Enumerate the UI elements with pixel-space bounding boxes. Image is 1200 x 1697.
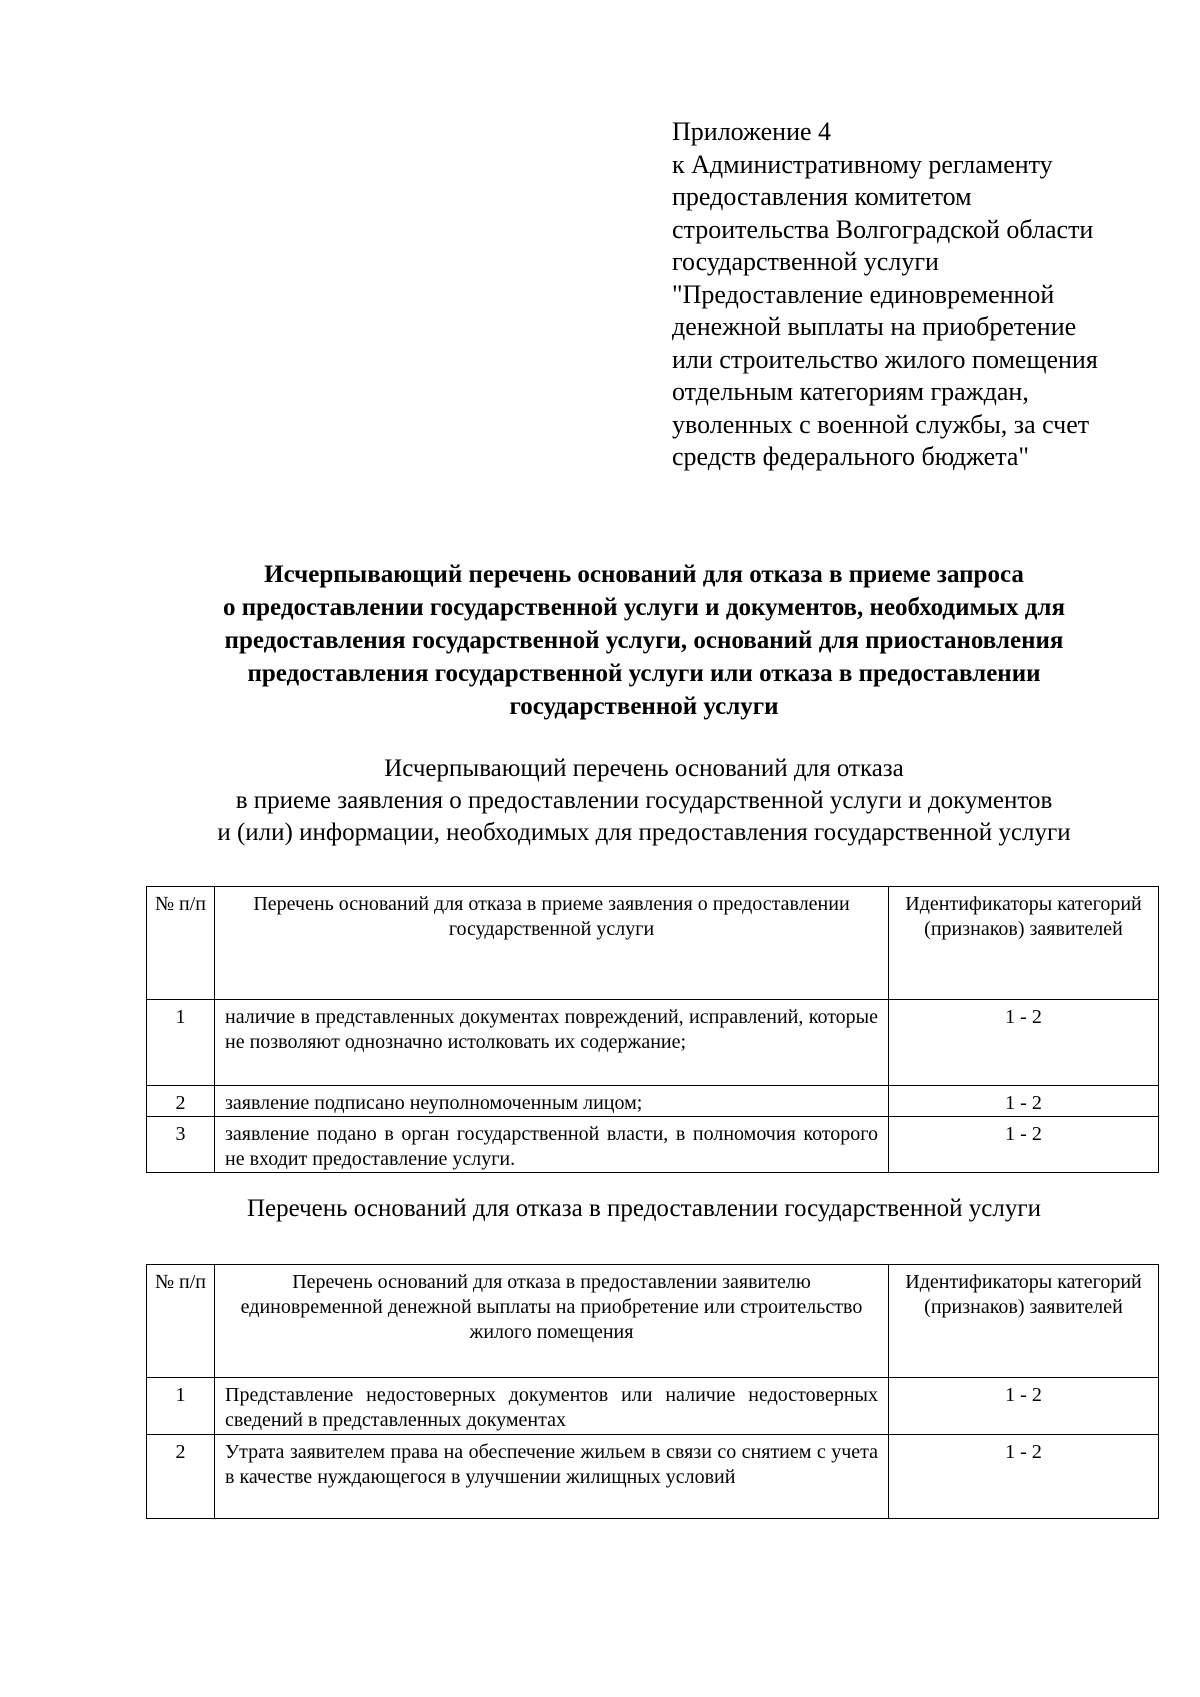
table-row	[147, 1086, 1159, 1117]
row-num: 3	[147, 1117, 215, 1173]
table-row	[147, 1117, 1159, 1173]
table-header-row	[147, 1265, 1159, 1378]
subtitle-line: и (или) информации, необходимых для предоставления государственной услуги	[217, 819, 1071, 846]
header-num: № п/п	[147, 1265, 215, 1378]
title-line: Исчерпывающий перечень оснований для отказа в приеме запроса	[264, 561, 1024, 588]
row-ids: 1 - 2	[889, 1117, 1159, 1173]
row-reason: заявление подано в орган государственной власти, в полномочия которого не входит предоставление услуги.	[215, 1117, 889, 1173]
appendix-line: или строительство жилого помещения	[672, 344, 1098, 374]
appendix-line: к Административному регламенту	[672, 149, 1053, 179]
row-num: 2	[147, 1086, 215, 1117]
title-line: о предоставлении государственной услуги и документов, необходимых для	[223, 594, 1065, 621]
section1-title	[120, 753, 1168, 849]
title-line: предоставления государственной услуги или отказа в предоставлении	[247, 660, 1041, 687]
refusal-acceptance-table	[146, 886, 1159, 1173]
row-reason: Представление недостоверных документов или наличие недостоверных сведений в представленных документах	[215, 1378, 889, 1435]
row-reason: Утрата заявителем права на обеспечение жильем в связи со снятием с учета в качестве нуждающегося в улучшении жилищных условий	[215, 1435, 889, 1519]
subtitle-line: Исчерпывающий перечень оснований для отказа	[384, 755, 904, 782]
appendix-line: строительства Волгоградской области	[672, 214, 1094, 244]
appendix-line: уволенных с военной службы, за счет	[672, 409, 1090, 439]
table-header-row	[147, 887, 1159, 1000]
appendix-line: "Предоставление единовременной	[672, 279, 1055, 309]
row-num: 2	[147, 1435, 215, 1519]
row-num: 1	[147, 1000, 215, 1086]
table-row	[147, 1378, 1159, 1435]
table-row	[147, 1435, 1159, 1519]
title-line: государственной услуги	[509, 693, 779, 720]
header-num: № п/п	[147, 887, 215, 1000]
section2-title: Перечень оснований для отказа в предоставлении государственной услуги	[246, 1195, 1042, 1222]
header-reason: Перечень оснований для отказа в приеме заявления о предоставлении государственной услуги	[215, 887, 889, 1000]
document-title	[120, 558, 1168, 723]
row-ids: 1 - 2	[889, 1086, 1159, 1117]
appendix-line: Приложение 4	[672, 117, 832, 146]
row-reason: заявление подписано неуполномоченным лицом;	[215, 1086, 889, 1117]
appendix-line: предоставления комитетом	[672, 182, 972, 211]
appendix-heading	[672, 116, 1172, 474]
row-ids: 1 - 2	[889, 1378, 1159, 1435]
appendix-line: денежной выплаты на приобретение	[672, 312, 1077, 341]
appendix-line: государственной услуги	[672, 247, 939, 276]
header-ids: Идентификаторы категорий (признаков) заявителей	[889, 887, 1159, 1000]
table-row	[147, 1000, 1159, 1086]
row-reason: наличие в представленных документах повреждений, исправлений, которые не позволяют однозначно истолковать их содержание;	[215, 1000, 889, 1086]
title-line: предоставления государственной услуги, оснований для приостановления	[224, 627, 1064, 654]
header-ids: Идентификаторы категорий (признаков) заявителей	[889, 1265, 1159, 1378]
refusal-provision-table	[146, 1264, 1159, 1519]
appendix-line: средств федерального бюджета"	[672, 442, 1030, 471]
row-num: 1	[147, 1378, 215, 1435]
header-reason: Перечень оснований для отказа в предоставлении заявителю единовременной денежной выплаты на приобретение или строительство жилого помещения	[215, 1265, 889, 1378]
row-ids: 1 - 2	[889, 1435, 1159, 1519]
subtitle-line: в приеме заявления о предоставлении государственной услуги и документов	[235, 787, 1053, 814]
appendix-line: отдельным категориям граждан,	[672, 377, 1029, 406]
row-ids: 1 - 2	[889, 1000, 1159, 1086]
